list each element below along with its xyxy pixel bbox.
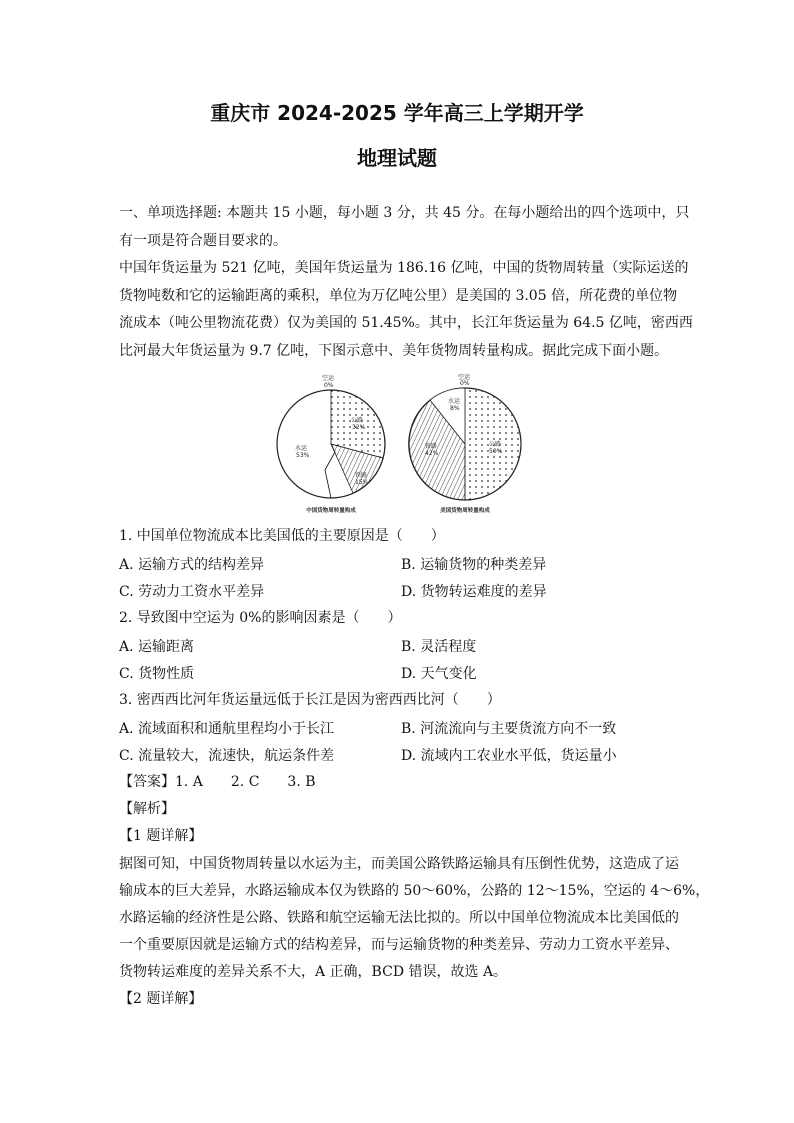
question-2-option-a: A. 运输距离	[119, 639, 195, 655]
intro-line: 货物吨数和它的运输距离的乘积，单位为万亿吨公里）是美国的 3.05 倍，所花费的单位物	[119, 288, 678, 304]
question-2-option-d: D. 天气变化	[401, 666, 477, 682]
question-2-option-b: B. 灵活程度	[401, 639, 477, 655]
intro-line: 中国年货运量为 521 亿吨，美国年货运量为 186.16 亿吨，中国的货物周转量（实际运送的	[119, 260, 689, 276]
usa-rail-label: 铁路	[425, 443, 438, 450]
detail-1-line: 一个重要原因就是运输方式的结构差异，而与运输货物的种类差异、劳动力工资水平差异、	[119, 937, 679, 953]
usa-pie-caption: 美国货物周转量构成	[440, 508, 490, 514]
china-water-pct: 53%	[296, 452, 310, 459]
question-3-stem: 3. 密西西比河年货运量远低于长江是因为密西西比河（ ）	[119, 692, 501, 708]
intro-line: 比河最大年货运量为 9.7 亿吨，下图示意中、美年货物周转量构成。据此完成下面小题。	[119, 343, 669, 359]
usa-water-pct: 8%	[450, 405, 460, 412]
usa-road-label: 公路	[489, 441, 502, 448]
china-road-pct: 32%	[352, 424, 366, 431]
question-2-stem: 2. 导致图中空运为 0%的影响因素是（ ）	[119, 610, 402, 626]
question-3-option-c: C. 流量较大，流速快，航运条件差	[119, 748, 335, 764]
china-rail-pct: 15%	[355, 479, 369, 486]
china-pie	[277, 374, 385, 514]
china-air-label: 空运	[322, 375, 335, 382]
question-1-option-d: D. 货物转运难度的差异	[401, 584, 547, 600]
question-3-option-a: A. 流域面积和通航里程均小于长江	[119, 721, 335, 737]
question-3-option-d: D. 流域内工农业水平低，货运量小	[401, 748, 617, 764]
intro-line: 流成本（吨公里物流花费）仅为美国的 51.45%。其中，长江年货运量为 64.5 亿吨，密西西	[119, 315, 693, 331]
detail-1-line: 货物转运难度的差异关系不大，A 正确，BCD 错误，故选 A。	[119, 964, 508, 980]
china-rail-label: 铁路	[355, 472, 368, 479]
answer-line: 【答案】1. A 2. C 3. B	[119, 774, 316, 790]
detail-1-line: 水路运输的经济性是公路、铁路和航空运输无法比拟的。所以中国单位物流成本比美国低的	[119, 910, 679, 926]
intro-line: 有一项是符合题目要求的。	[119, 233, 287, 249]
freight-pie-figure	[275, 370, 525, 516]
question-1-option-a: A. 运输方式的结构差异	[119, 557, 265, 573]
detail-1-line: 据图可知，中国货物周转量以水运为主，而美国公路铁路运输具有压倒性优势，这造成了运	[119, 856, 679, 872]
analysis-heading: 【解析】	[119, 801, 175, 817]
page-subtitle: 地理试题	[357, 146, 437, 170]
china-road-label: 公路	[351, 417, 364, 424]
china-air-pct: 0%	[324, 382, 334, 389]
intro-line: 一、单项选择题: 本题共 15 小题，每小题 3 分，共 45 分。在每小题给出的四个选项中，只	[119, 205, 690, 221]
question-1-option-b: B. 运输货物的种类差异	[401, 557, 547, 573]
question-2-option-c: C. 货物性质	[119, 666, 195, 682]
question-1-stem: 1. 中国单位物流成本比美国低的主要原因是（ ）	[119, 528, 445, 544]
usa-road-pct: 50%	[489, 448, 503, 455]
usa-air-label: 空运	[458, 374, 471, 381]
detail-1-line: 输成本的巨大差异，水路运输成本仅为铁路的 50～60%，公路的 12～15%，空运的 4～6%，	[119, 883, 710, 899]
detail-1-heading: 【1 题详解】	[119, 828, 203, 844]
china-water-label: 水运	[295, 445, 308, 452]
usa-pie	[409, 373, 521, 514]
usa-water-label: 水运	[448, 398, 461, 405]
page-title: 重庆市 2024-2025 学年高三上学期开学	[210, 101, 584, 125]
question-1-option-c: C. 劳动力工资水平差异	[119, 584, 265, 600]
usa-rail-pct: 42%	[425, 450, 439, 457]
detail-2-heading: 【2 题详解】	[119, 991, 203, 1007]
usa-air-pct: 0%	[460, 380, 470, 387]
question-3-option-b: B. 河流流向与主要货流方向不一致	[401, 721, 617, 737]
china-pie-caption: 中国货物周转量构成	[306, 508, 356, 514]
